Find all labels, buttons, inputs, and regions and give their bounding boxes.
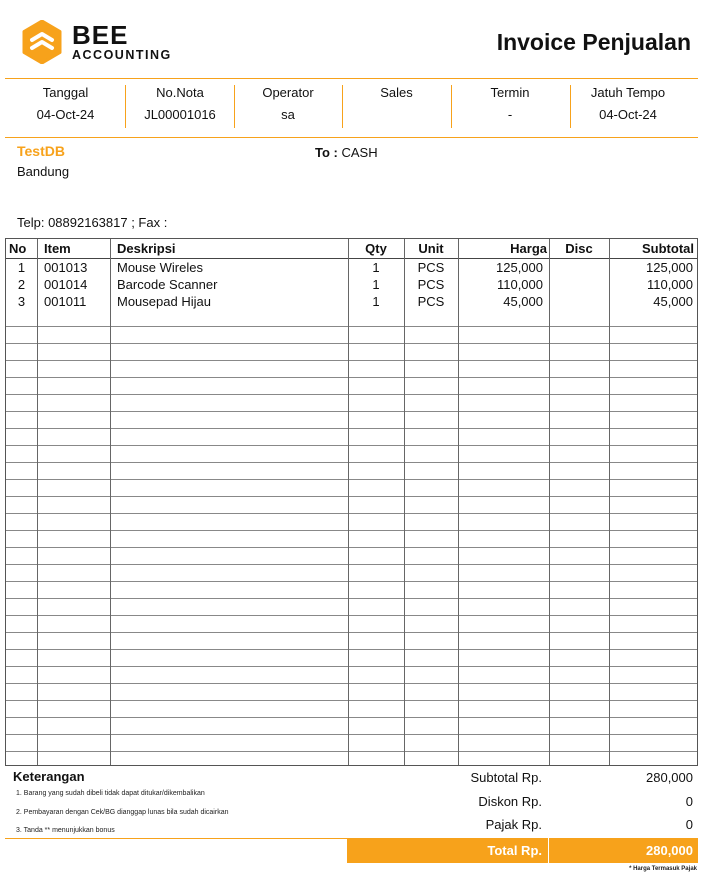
col-header-disc: Disc	[565, 241, 593, 256]
column-line	[37, 239, 38, 765]
column-line	[110, 239, 111, 765]
info-label: Operator	[262, 85, 314, 100]
info-divider	[5, 137, 698, 138]
items-table	[5, 238, 698, 766]
col-header-harga: Harga	[510, 241, 547, 256]
company-city: Bandung	[17, 164, 70, 179]
diskon-value: 0	[685, 794, 693, 809]
recipient-label: To :	[315, 145, 338, 160]
info-value: JL00001016	[144, 107, 216, 122]
diskon-label: Diskon Rp.	[478, 794, 542, 809]
cell-harga: 110,000	[496, 277, 543, 292]
column-line	[609, 239, 610, 765]
column-line	[404, 239, 405, 765]
cell-harga: 45,000	[503, 294, 543, 309]
info-label: Sales	[380, 85, 413, 100]
cell-harga: 125,000	[496, 260, 543, 275]
note-item: 1. Barang yang sudah dibeli tidak dapat ditukar/dikembalikan	[16, 790, 205, 797]
info-label: Jatuh Tempo	[590, 85, 666, 100]
cell-subtotal: 45,000	[653, 294, 693, 309]
info-tanggal	[5, 85, 126, 129]
info-label: Tanggal	[42, 85, 89, 100]
recipient-value: CASH	[341, 145, 378, 160]
info-value: -	[507, 107, 513, 122]
total-value: 280,000	[646, 843, 693, 858]
subtotal-label: Subtotal Rp.	[470, 770, 542, 785]
info-jatuh-tempo	[570, 85, 686, 129]
pajak-value: 0	[685, 817, 693, 832]
info-sales	[342, 85, 451, 129]
note-item: 2. Pembayaran dengan Cek/BG dianggap lunas bila sudah dicairkan	[16, 809, 229, 816]
info-value: 04-Oct-24	[599, 107, 657, 122]
footer-divider	[5, 838, 347, 839]
note-item: 3. Tanda ** menunjukkan bonus	[16, 827, 115, 834]
column-line	[348, 239, 349, 765]
cell-no: 3	[17, 294, 26, 309]
cell-no: 2	[17, 277, 26, 292]
pajak-label: Pajak Rp.	[485, 817, 542, 832]
total-label: Total Rp.	[487, 843, 542, 858]
cell-subtotal: 110,000	[646, 277, 693, 292]
col-header-qty: Qty	[365, 241, 387, 256]
info-termin	[451, 85, 569, 129]
company-contact: Telp: 08892163817 ; Fax :	[17, 215, 168, 230]
cell-no: 1	[17, 260, 26, 275]
info-value: sa	[281, 107, 295, 122]
col-header-no: No	[9, 241, 27, 256]
subtotal-value: 280,000	[646, 770, 693, 785]
column-line	[458, 239, 459, 765]
cell-qty: 1	[372, 260, 380, 275]
column-line	[549, 239, 550, 765]
col-header-unit: Unit	[418, 241, 444, 256]
cell-qty: 1	[372, 277, 380, 292]
cell-subtotal: 125,000	[646, 260, 693, 275]
total-separator	[548, 838, 549, 863]
tax-footnote: * Harga Termasuk Pajak	[629, 866, 697, 872]
info-no-nota	[126, 85, 234, 129]
cell-deskripsi: Mousepad Hijau	[117, 294, 211, 309]
cell-unit: PCS	[417, 260, 445, 275]
cell-deskripsi: Barcode Scanner	[117, 277, 218, 292]
cell-item: 001013	[44, 260, 88, 275]
brand-name-bottom: ACCOUNTING	[72, 48, 172, 62]
cell-item: 001011	[44, 294, 87, 309]
info-value: 04-Oct-24	[36, 107, 95, 122]
cell-deskripsi: Mouse Wireles	[117, 260, 203, 275]
cell-unit: PCS	[417, 277, 445, 292]
cell-item: 001014	[44, 277, 88, 292]
company-name: TestDB	[17, 143, 65, 159]
cell-unit: PCS	[417, 294, 445, 309]
document-title: Invoice Penjualan	[496, 29, 691, 55]
recipient	[315, 145, 378, 161]
brand-name-top: BEE	[72, 20, 129, 50]
col-header-subtotal: Subtotal	[642, 241, 694, 256]
invoice-info-strip	[5, 79, 698, 137]
cell-qty: 1	[372, 294, 380, 309]
col-header-item: Item	[44, 241, 71, 256]
notes-title: Keterangan	[13, 769, 85, 784]
info-operator	[234, 85, 342, 129]
col-header-deskripsi: Deskripsi	[117, 241, 176, 256]
info-label: No.Nota	[156, 85, 204, 100]
bee-logo-icon	[20, 20, 64, 64]
info-label: Termin	[490, 85, 530, 100]
